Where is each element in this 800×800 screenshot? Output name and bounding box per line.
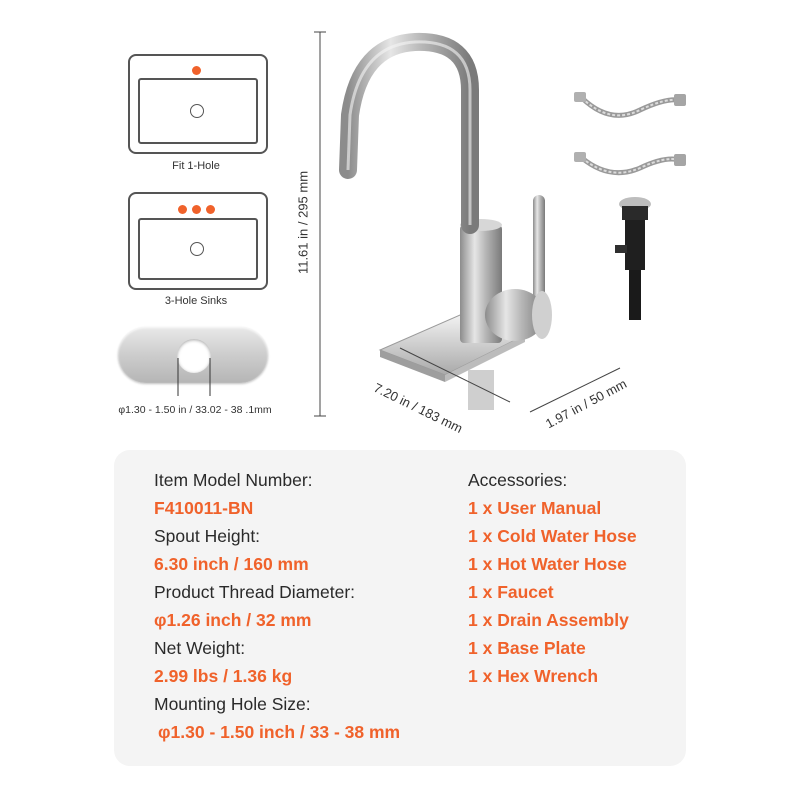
model-number-label: Item Model Number: (154, 470, 313, 490)
net-weight-value: 2.99 lbs / 1.36 kg (154, 666, 293, 686)
three-hole-sink-diagram (128, 192, 268, 290)
accessories-title: Accessories: (468, 470, 568, 490)
accessory-item: 1 x Base Plate (468, 638, 586, 658)
water-hose-image (570, 136, 690, 186)
accessory-item: 1 x User Manual (468, 498, 602, 518)
accessory-item: 1 x Hot Water Hose (468, 554, 627, 574)
net-weight-label: Net Weight: (154, 638, 246, 658)
spout-height-value: 6.30 inch / 160 mm (154, 554, 309, 574)
model-number-value: F410011-BN (154, 498, 254, 518)
thread-diameter-label: Product Thread Diameter: (154, 582, 356, 602)
height-dimension-label: 11.61 in / 295 mm (295, 170, 311, 275)
one-hole-caption: Fit 1-Hole (172, 160, 220, 172)
hole-dot (178, 205, 187, 214)
width-dimension-label: 1.97 in / 50 mm (543, 375, 630, 432)
one-hole-sink-diagram (128, 54, 268, 154)
accessory-item: 1 x Cold Water Hose (468, 526, 637, 546)
thread-diameter-value: φ1.26 inch / 32 mm (154, 610, 312, 630)
mounting-hole-label: Mounting Hole Size: (154, 694, 311, 714)
spout-height-label: Spout Height: (154, 526, 261, 546)
water-hose-image (570, 80, 690, 130)
hole-dot (192, 66, 201, 75)
length-dimension-label: 7.20 in / 183 mm (371, 380, 466, 436)
drain-icon (190, 242, 204, 256)
plate-hole-caption: φ1.30 - 1.50 in / 33.02 - 38 .1mm (118, 404, 272, 416)
hole-dot (192, 205, 201, 214)
accessory-item: 1 x Drain Assembly (468, 610, 629, 630)
three-hole-caption: 3-Hole Sinks (164, 295, 228, 307)
plate-hole-dimension-lines (170, 356, 220, 406)
hole-dot (206, 205, 215, 214)
drain-icon (190, 104, 204, 118)
drain-assembly-image (610, 190, 660, 325)
mounting-hole-value: φ1.30 - 1.50 inch / 33 - 38 mm (158, 722, 401, 742)
accessory-item: 1 x Hex Wrench (468, 666, 599, 686)
accessory-item: 1 x Faucet (468, 582, 554, 602)
